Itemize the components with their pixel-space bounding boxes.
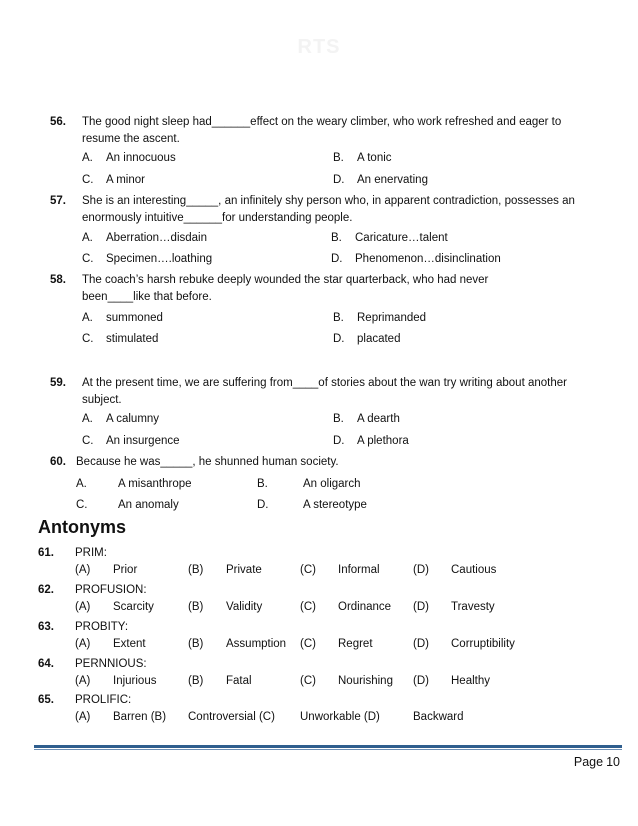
question-60 (50, 454, 580, 471)
section-heading: Antonyms (38, 517, 127, 537)
option-text: Aberration…disdain (106, 232, 208, 244)
option-letter: B. (333, 413, 344, 425)
option-text: Caricature…talent (355, 232, 448, 244)
antonym-word: PROFUSION: (75, 584, 147, 596)
option-d (333, 433, 409, 449)
option-text: Barren (B) (113, 711, 167, 723)
option-letter: D. (331, 253, 343, 265)
question-stem: The coach’s harsh rebuke deeply wounded the star quarterback, who had never been____like that before. (82, 274, 489, 303)
option-text: Corruptibility (451, 638, 515, 650)
question-number: 60. (50, 456, 66, 468)
option-text: Controversial (C) (188, 711, 275, 723)
option-letter: B. (257, 478, 268, 490)
question-stem: At the present time, we are suffering from____of stories about the wan try writing about another subject. (82, 377, 567, 406)
question-stem: The good night sleep had______effect on the weary climber, who work refreshed and eager to resume the ascent. (82, 116, 562, 145)
option-text: An insurgence (106, 435, 180, 447)
option-text: A tonic (357, 152, 392, 164)
question-56 (50, 114, 580, 148)
question-57 (50, 193, 580, 227)
option-letter: (B) (188, 564, 204, 576)
option-text: Travesty (451, 601, 495, 613)
option-text: placated (357, 333, 401, 345)
option-text: Healthy (451, 675, 490, 687)
option-text: Informal (338, 564, 380, 576)
option-text: A dearth (357, 413, 400, 425)
question-number: 63. (38, 621, 54, 633)
option-letter: D. (333, 174, 345, 186)
option-text: A stereotype (303, 499, 367, 511)
option-text: An oligarch (303, 478, 361, 490)
antonym-word: PRIM: (75, 547, 107, 559)
option-letter: (A) (75, 601, 91, 613)
option-letter: C. (82, 174, 94, 186)
option-text: Nourishing (338, 675, 393, 687)
option-letter: (B) (188, 675, 204, 687)
option-text: Specimen….loathing (106, 253, 213, 265)
option-text: Private (226, 564, 262, 576)
option-b (333, 411, 400, 427)
option-letter: (C) (300, 601, 316, 613)
option-letter: (A) (75, 711, 91, 723)
option-letter: (D) (413, 638, 429, 650)
option-text: A calumny (106, 413, 160, 425)
question-number: 62. (38, 584, 54, 596)
option-text: Unworkable (D) (300, 711, 380, 723)
option-d (333, 331, 400, 347)
question-number: 58. (50, 274, 66, 286)
question-number: 57. (50, 195, 66, 207)
option-text: Backward (413, 711, 464, 723)
option-d (333, 172, 428, 188)
option-text: A misanthrope (118, 478, 192, 490)
antonym-word: PROLIFIC: (75, 694, 132, 706)
option-letter: (D) (413, 601, 429, 613)
option-d (331, 251, 501, 267)
option-letter: A. (82, 232, 93, 244)
option-letter: (A) (75, 564, 91, 576)
option-letter: D. (333, 333, 345, 345)
option-letter: (D) (413, 675, 429, 687)
option-text: Reprimanded (357, 312, 427, 324)
option-c (82, 251, 212, 267)
question-number: 61. (38, 547, 54, 559)
option-letter: (C) (300, 564, 316, 576)
option-b (257, 476, 361, 492)
option-text: Regret (338, 638, 373, 650)
option-a (82, 230, 207, 246)
option-letter: (A) (75, 675, 91, 687)
option-letter: A. (82, 152, 93, 164)
question-59 (50, 375, 580, 409)
option-c (82, 172, 145, 188)
option-text: Phenomenon…disinclination (355, 253, 501, 265)
option-c (82, 433, 180, 449)
option-letter: A. (76, 478, 87, 490)
option-text: Cautious (451, 564, 497, 576)
option-letter: D. (257, 499, 269, 511)
option-c (76, 497, 179, 513)
option-text: Injurious (113, 675, 157, 687)
antonym-word: PROBITY: (75, 621, 129, 633)
option-letter: (D) (413, 564, 429, 576)
option-letter: C. (82, 333, 94, 345)
option-letter: B. (331, 232, 342, 244)
question-number: 65. (38, 694, 54, 706)
option-letter: B. (333, 312, 344, 324)
option-a (82, 310, 163, 326)
option-text: stimulated (106, 333, 159, 345)
option-text: Extent (113, 638, 146, 650)
option-text: Assumption (226, 638, 287, 650)
option-letter: (A) (75, 638, 91, 650)
option-letter: C. (82, 435, 94, 447)
option-a (76, 476, 192, 492)
option-a (82, 411, 159, 427)
option-text: An enervating (357, 174, 428, 186)
option-letter: A. (82, 312, 93, 324)
option-d (257, 497, 367, 513)
option-letter: (B) (188, 638, 204, 650)
question-number: 56. (50, 116, 66, 128)
footer-rule (34, 745, 622, 748)
question-stem: She is an interesting_____, an infinitely shy person who, in apparent contradiction, possesses an enormously intuitive______for understanding people. (82, 195, 575, 224)
option-text: Prior (113, 564, 138, 576)
option-letter: (C) (300, 675, 316, 687)
page-number-value: 10 (606, 755, 620, 769)
option-letter: D. (333, 435, 345, 447)
option-b (333, 150, 392, 166)
page-number (574, 755, 620, 769)
option-text: Ordinance (338, 601, 392, 613)
option-letter: C. (82, 253, 94, 265)
option-text: An anomaly (118, 499, 179, 511)
option-text: Scarcity (113, 601, 154, 613)
page-label: Page (573, 755, 604, 769)
option-b (333, 310, 426, 326)
watermark: RTS (297, 36, 341, 58)
option-text: An innocuous (106, 152, 176, 164)
option-text: A minor (106, 174, 145, 186)
option-text: summoned (106, 312, 163, 324)
option-letter: C. (76, 499, 88, 511)
option-text: Validity (226, 601, 263, 613)
footer-rule-thin (34, 749, 622, 750)
option-letter: (C) (300, 638, 316, 650)
option-text: Fatal (226, 675, 252, 687)
question-stem: Because he was_____, he shunned human society. (76, 456, 339, 468)
option-b (331, 230, 448, 246)
question-number: 64. (38, 658, 54, 670)
option-text: A plethora (357, 435, 409, 447)
question-58 (50, 272, 580, 306)
option-c (82, 331, 158, 347)
option-letter: (B) (188, 601, 204, 613)
option-letter: A. (82, 413, 93, 425)
question-number: 59. (50, 377, 66, 389)
option-a (82, 150, 176, 166)
option-letter: B. (333, 152, 344, 164)
antonym-word: PERNNIOUS: (75, 658, 147, 670)
